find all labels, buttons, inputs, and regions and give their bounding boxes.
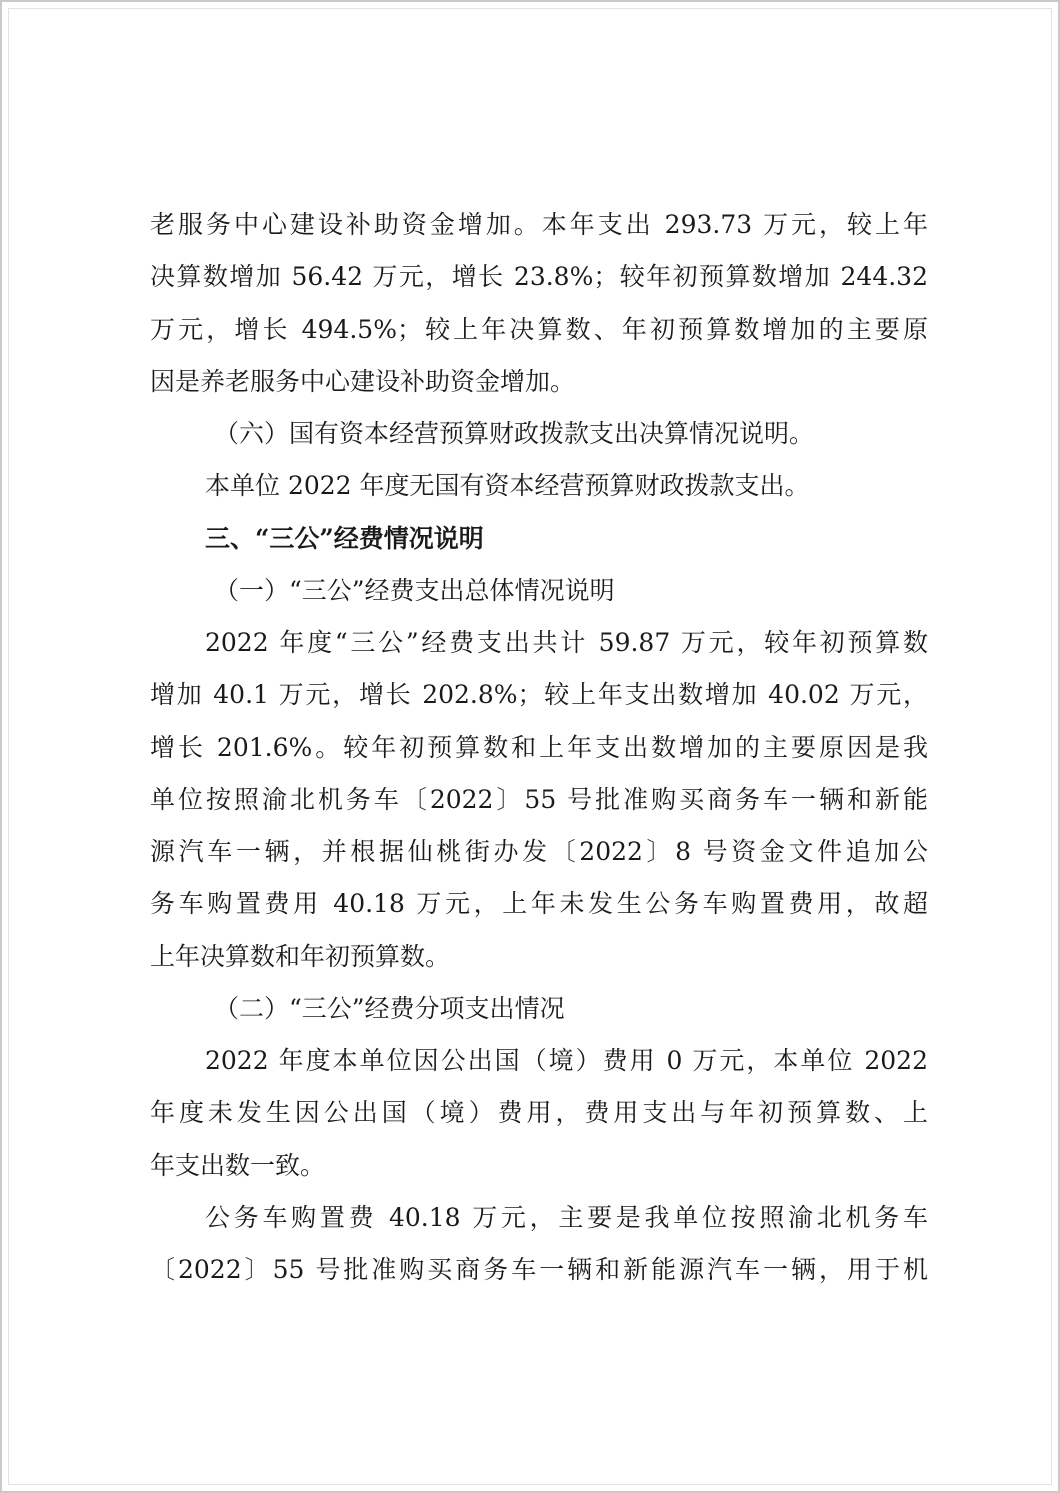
body-line-1: 老服务中心建设补助资金增加。本年支出 293.73 万元，较上年	[150, 210, 928, 239]
body-line-3: 万元，增长 494.5%；较上年决算数、年初预算数增加的主要原	[150, 315, 928, 344]
body-line-21: 〔2022〕55 号批准购买商务车一辆和新能源汽车一辆，用于机	[150, 1255, 928, 1284]
body-line-6: 本单位 2022 年度无国有资本经营预算财政拨款支出。	[205, 471, 810, 500]
section-heading-6: （六）国有资本经营预算财政拨款支出决算情况说明。	[214, 419, 815, 448]
body-line-15: 上年决算数和年初预算数。	[150, 942, 451, 971]
body-line-9: 2022 年度“三公”经费支出共计 59.87 万元，较年初预算数	[205, 628, 928, 657]
body-line-2: 决算数增加 56.42 万元，增长 23.8%；较年初预算数增加 244.32	[150, 262, 928, 291]
section-heading-3-2: （二）“三公”经费分项支出情况	[214, 994, 565, 1023]
body-line-17: 2022 年度本单位因公出国（境）费用 0 万元，本单位 2022	[205, 1046, 928, 1075]
body-line-18: 年度未发生因公出国（境）费用，费用支出与年初预算数、上	[150, 1098, 928, 1127]
body-line-13: 源汽车一辆，并根据仙桃街办发〔2022〕8 号资金文件追加公	[150, 837, 928, 866]
body-line-19: 年支出数一致。	[150, 1151, 326, 1180]
body-line-4: 因是养老服务中心建设补助资金增加。	[150, 367, 576, 396]
body-line-11: 增长 201.6%。较年初预算数和上年支出数增加的主要原因是我	[150, 733, 928, 762]
body-line-10: 增加 40.1 万元，增长 202.8%；较上年支出数增加 40.02 万元，	[150, 680, 928, 709]
body-line-20: 公务车购置费 40.18 万元，主要是我单位按照渝北机务车	[205, 1203, 928, 1232]
body-line-12: 单位按照渝北机务车〔2022〕55 号批准购买商务车一辆和新能	[150, 785, 928, 814]
section-heading-3-1: （一）“三公”经费支出总体情况说明	[214, 576, 615, 605]
body-line-14: 务车购置费用 40.18 万元，上年未发生公务车购置费用，故超	[150, 889, 928, 918]
chapter-heading-3: 三、“三公”经费情况说明	[205, 524, 484, 553]
